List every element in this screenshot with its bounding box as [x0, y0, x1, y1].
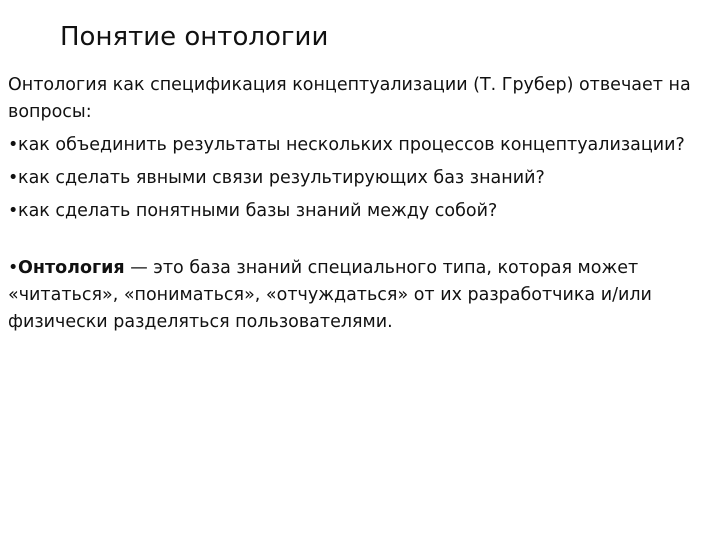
- bullet-item: [8, 132, 714, 159]
- bullet-item: [8, 165, 714, 192]
- bullet-marker: •: [8, 135, 19, 155]
- bullet-text: как сделать понятными базы знаний между собой?: [18, 201, 498, 221]
- definition-term: Онтология: [18, 258, 125, 278]
- intro-text: Онтология как спецификация концептуализации (Т. Грубер) отвечает на вопросы:: [8, 75, 691, 122]
- bullet-item: [8, 198, 714, 225]
- bullet-text: как сделать явными связи результирующих баз знаний?: [18, 168, 545, 188]
- bullet-marker: •: [8, 168, 19, 188]
- definition-item: [8, 255, 714, 336]
- bullet-text: как объединить результаты нескольких процессов концептуализации?: [18, 135, 685, 155]
- definition-text: — это база знаний специального типа, которая может «читаться», «пониматься», «отчуждаться» от их разработчика и/или физически разделяться пользователями.: [8, 258, 652, 332]
- slide-title: Понятие онтологии: [60, 22, 329, 52]
- slide-body: [8, 72, 714, 336]
- bullet-marker: •: [8, 258, 19, 278]
- bullet-marker: •: [8, 201, 19, 221]
